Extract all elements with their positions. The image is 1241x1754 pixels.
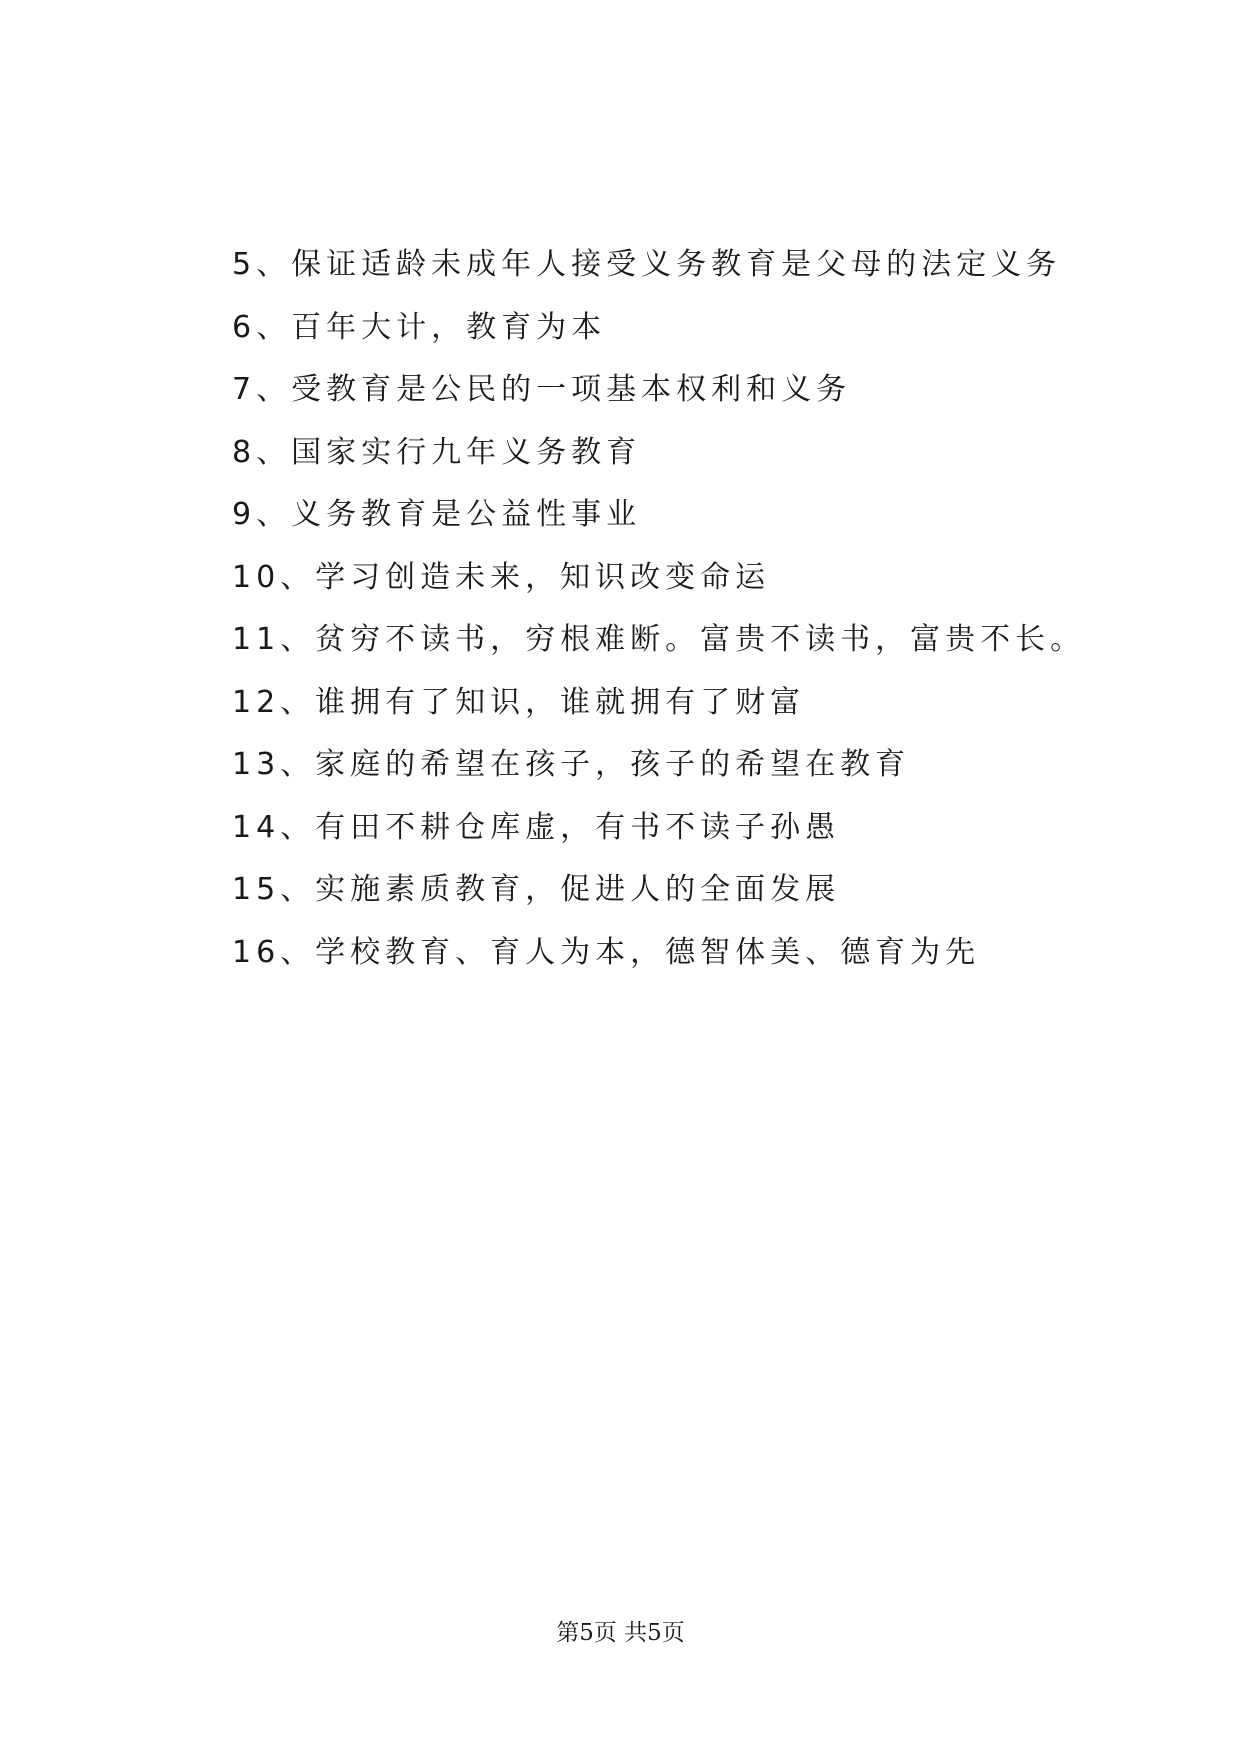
list-item: 15、实施素质教育，促进人的全面发展	[232, 872, 841, 907]
page-number: 第5页 共5页	[556, 1620, 685, 1646]
slogan-list	[232, 234, 1085, 984]
page-footer	[0, 1614, 1241, 1647]
list-item: 9、义务教育是公益性事业	[232, 497, 642, 532]
list-item: 6、百年大计，教育为本	[232, 309, 607, 345]
list-item: 13、家庭的希望在孩子，孩子的希望在教育	[232, 747, 911, 782]
list-item: 10、学习创造未来，知识改变命运	[232, 559, 771, 595]
list-item: 8、国家实行九年义务教育	[232, 434, 642, 470]
list-item: 7、受教育是公民的一项基本权利和义务	[232, 372, 852, 407]
list-item: 12、谁拥有了知识，谁就拥有了财富	[232, 684, 806, 720]
list-item: 5、保证适龄未成年人接受义务教育是父母的法定义务	[232, 247, 1062, 282]
list-item: 14、有田不耕仓库虚，有书不读子孙愚	[232, 809, 841, 845]
list-item: 16、学校教育、育人为本，德智体美、德育为先	[232, 934, 981, 970]
list-item: 11、贫穷不读书，穷根难断。富贵不读书，富贵不长。	[232, 622, 1086, 657]
